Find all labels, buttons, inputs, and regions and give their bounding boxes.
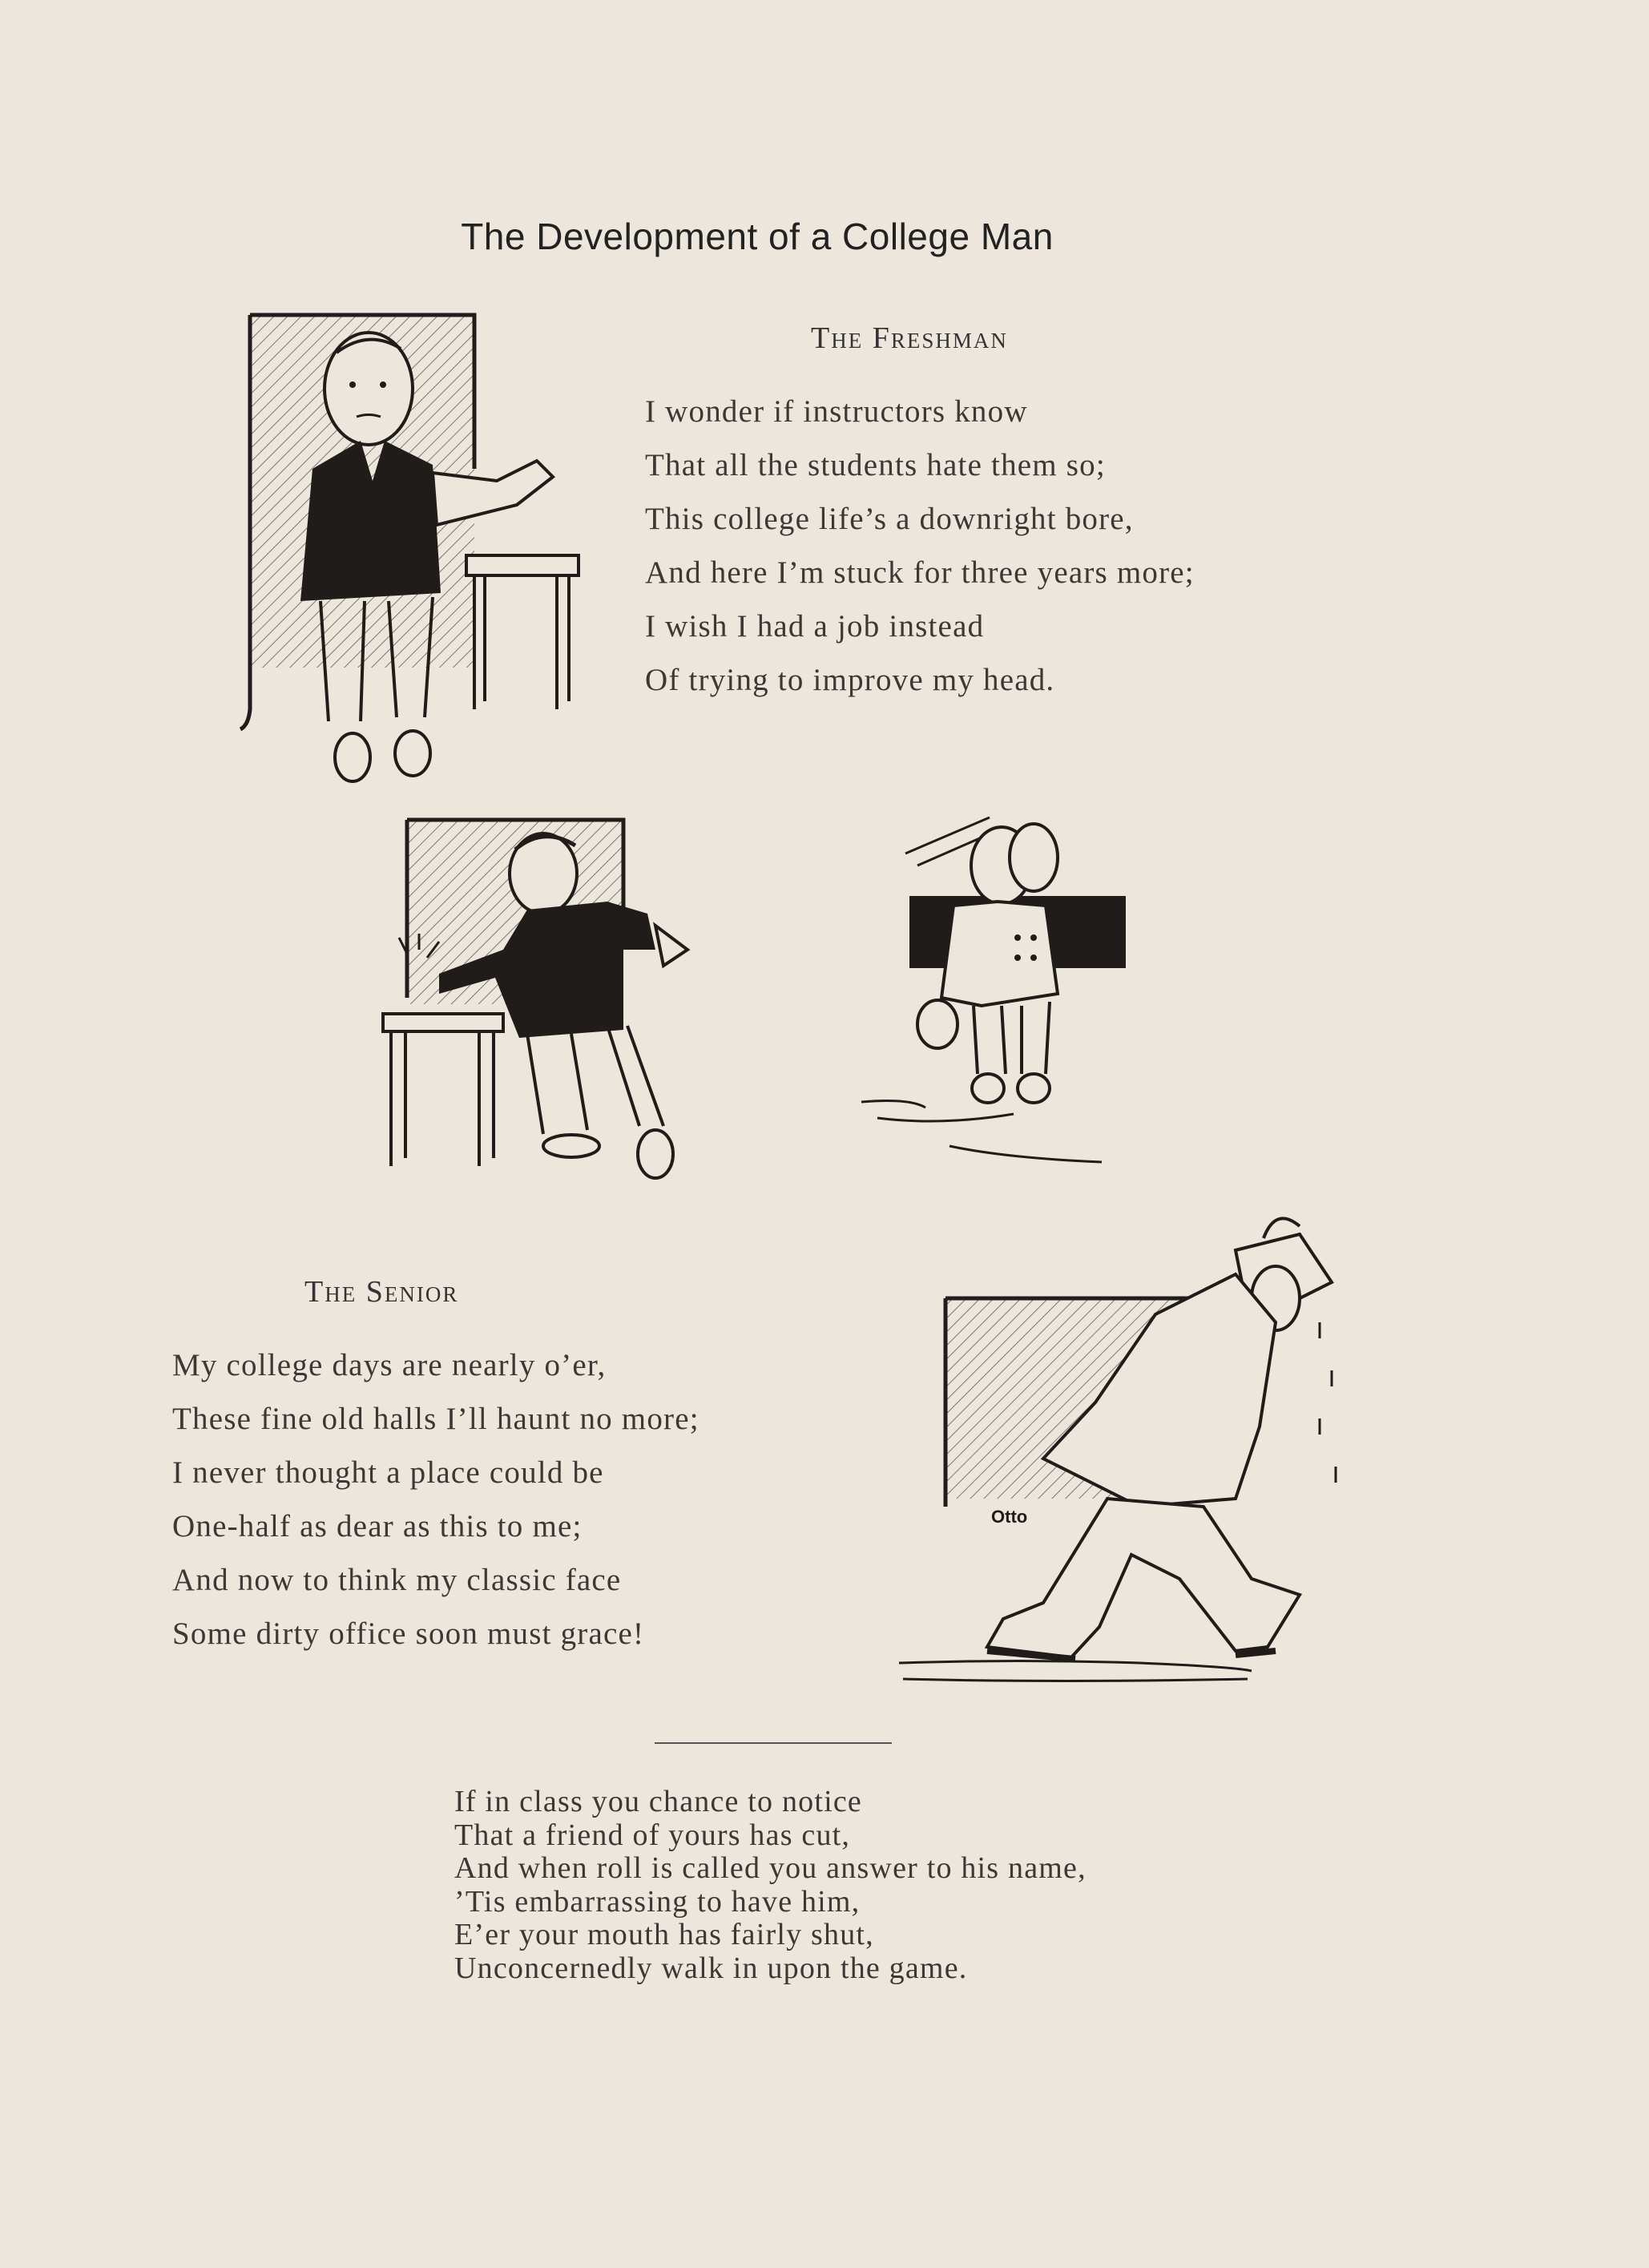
verse-line: I wonder if instructors know bbox=[645, 394, 1028, 429]
senior-illustration bbox=[899, 1202, 1372, 1699]
junior-illustration bbox=[861, 809, 1134, 1170]
verse-line: One-half as dear as this to me; bbox=[172, 1509, 583, 1544]
senior-verse bbox=[172, 1338, 700, 1661]
verse-line: If in class you chance to notice bbox=[454, 1785, 863, 1818]
verse-line: I never thought a place could be bbox=[172, 1455, 604, 1490]
verse-line: ’Tis embarrassing to have him, bbox=[454, 1884, 861, 1919]
verse-line: These fine old halls I’ll haunt no more; bbox=[172, 1402, 700, 1436]
verse-line: Some dirty office soon must grace! bbox=[172, 1616, 645, 1651]
senior-heading: The Senior bbox=[304, 1275, 459, 1309]
divider-rule bbox=[655, 1742, 892, 1744]
verse-line: And when roll is called you answer to his name, bbox=[454, 1851, 1087, 1885]
verse-line: That a friend of yours has cut, bbox=[454, 1818, 851, 1852]
footer-verse bbox=[454, 1786, 1087, 1985]
verse-line: This college life’s a downright bore, bbox=[645, 502, 1134, 536]
verse-line: And here I’m stuck for three years more; bbox=[645, 555, 1195, 590]
verse-line: My college days are nearly o’er, bbox=[172, 1348, 607, 1382]
page-title: The Development of a College Man bbox=[461, 216, 1054, 257]
artist-signature: Otto bbox=[991, 1507, 1028, 1527]
verse-line: And now to think my classic face bbox=[172, 1563, 622, 1597]
verse-line: E’er your mouth has fairly shut, bbox=[454, 1918, 874, 1951]
verse-line: I wish I had a job instead bbox=[645, 609, 985, 644]
freshman-illustration bbox=[240, 309, 585, 789]
sophomore-illustration bbox=[383, 813, 695, 1182]
verse-line: That all the students hate them so; bbox=[645, 448, 1106, 482]
freshman-verse bbox=[645, 385, 1195, 707]
verse-line: Unconcernedly walk in upon the game. bbox=[454, 1951, 968, 1985]
freshman-heading: The Freshman bbox=[811, 321, 1008, 355]
verse-line: Of trying to improve my head. bbox=[645, 663, 1055, 697]
